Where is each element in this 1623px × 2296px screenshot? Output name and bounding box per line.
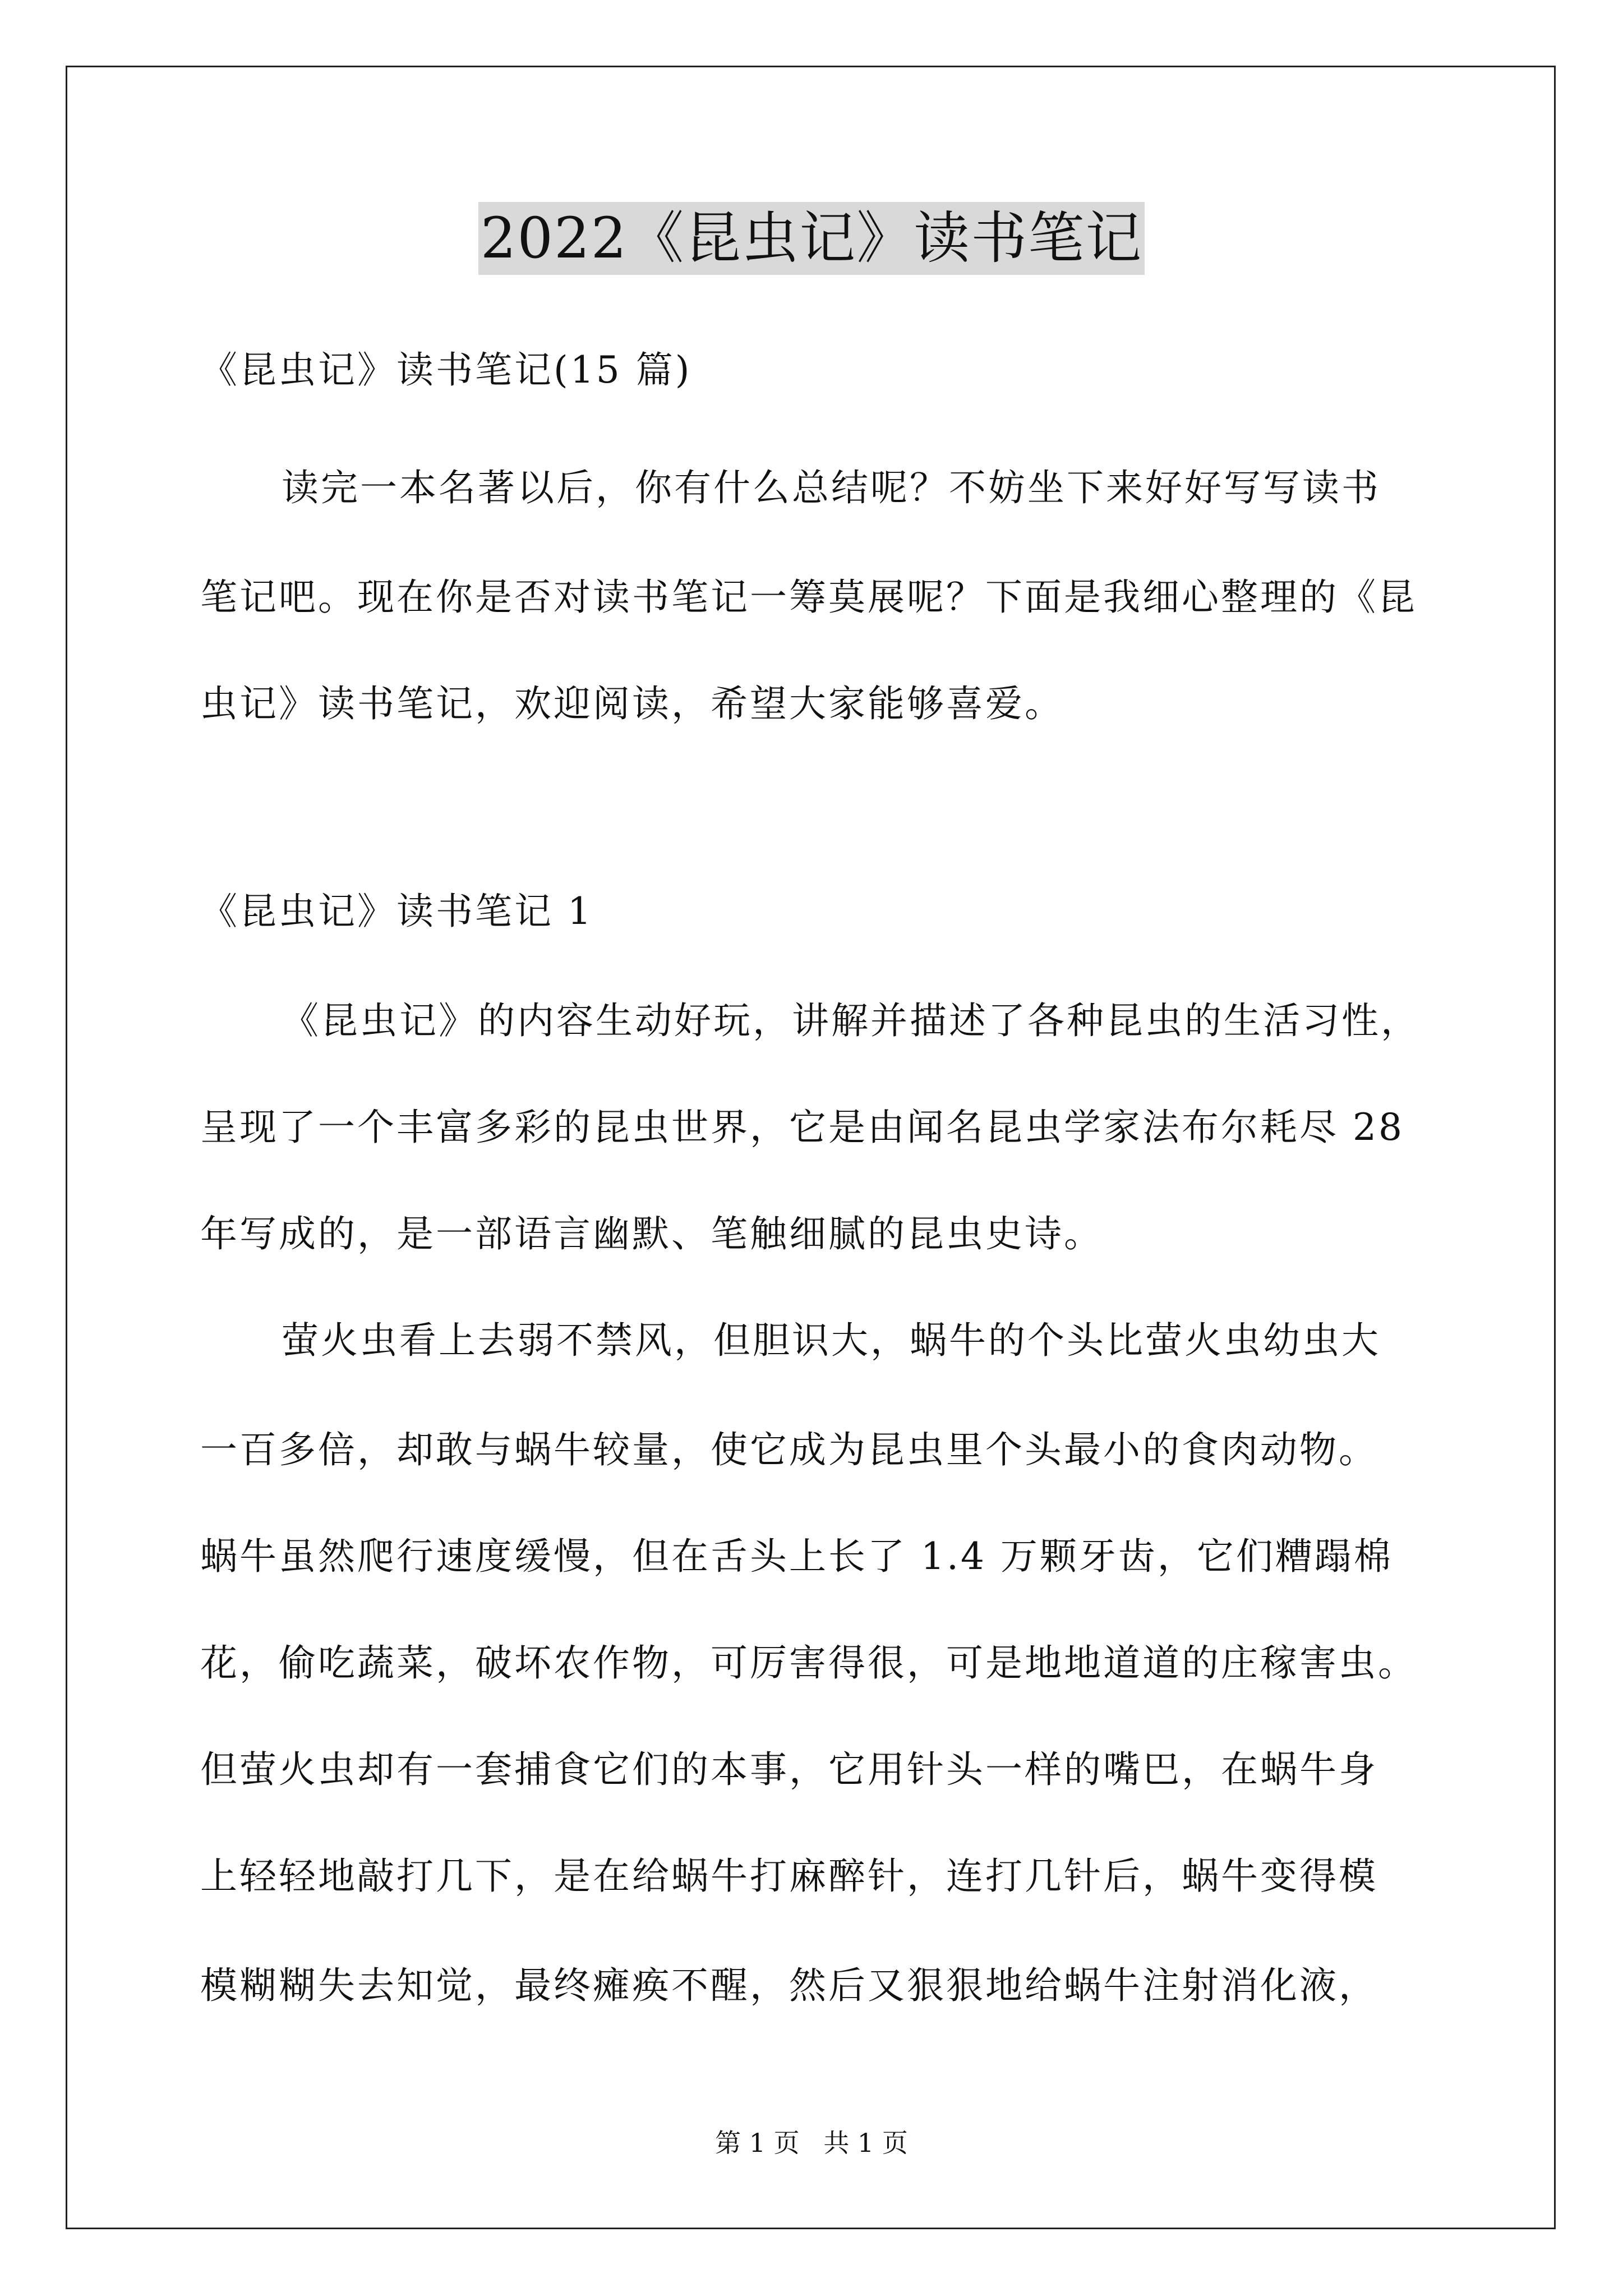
section-heading: 《昆虫记》读书笔记 1: [200, 890, 593, 933]
paragraph-line: 上轻轻地敲打几下，是在给蜗牛打麻醉针，连打几针后，蜗牛变得模: [200, 1855, 1378, 1898]
intro-line: 笔记吧。现在你是否对读书笔记一筹莫展呢？下面是我细心整理的《昆: [200, 576, 1417, 619]
intro-line: 虫记》读书笔记，欢迎阅读，希望大家能够喜爱。: [200, 682, 1064, 725]
document-subtitle: 《昆虫记》读书笔记(15 篇): [200, 348, 692, 392]
page-footer: [0, 2126, 1623, 2160]
paragraph-line: 花，偷吃蔬菜，破坏农作物，可厉害得很，可是地地道道的庄稼害虫。: [200, 1641, 1417, 1685]
paragraph-line: 呈现了一个丰富多彩的昆虫世界，它是由闻名昆虫学家法布尔耗尽 28: [200, 1106, 1404, 1149]
paragraph-line: 但萤火虫却有一套捕食它们的本事，它用针头一样的嘴巴，在蜗牛身: [200, 1748, 1378, 1791]
paragraph-line: 模糊糊失去知觉，最终瘫痪不醒，然后又狠狠地给蜗牛注射消化液，: [200, 1964, 1378, 2007]
paragraph-line: 蜗牛虽然爬行速度缓慢，但在舌头上长了 1.4 万颗牙齿，它们糟蹋棉: [200, 1535, 1393, 1578]
paragraph-line: 萤火虫看上去弱不禁风，但胆识大，蜗牛的个头比萤火虫幼虫大: [282, 1319, 1381, 1362]
paragraph-line: 年写成的，是一部语言幽默、笔触细腻的昆虫史诗。: [200, 1212, 1103, 1255]
document-title: [0, 202, 1623, 280]
page-number: 第 1 页: [715, 2128, 800, 2158]
document-title-text: 2022《昆虫记》读书笔记: [478, 202, 1145, 275]
page-total: 共 1 页: [823, 2128, 908, 2158]
paragraph-line: 《昆虫记》的内容生动好玩，讲解并描述了各种昆虫的生活习性，: [282, 999, 1420, 1042]
paragraph-line: 一百多倍，却敢与蜗牛较量，使它成为昆虫里个头最小的食肉动物。: [200, 1428, 1378, 1471]
intro-line: 读完一本名著以后，你有什么总结呢？不妨坐下来好好写写读书: [282, 466, 1381, 509]
